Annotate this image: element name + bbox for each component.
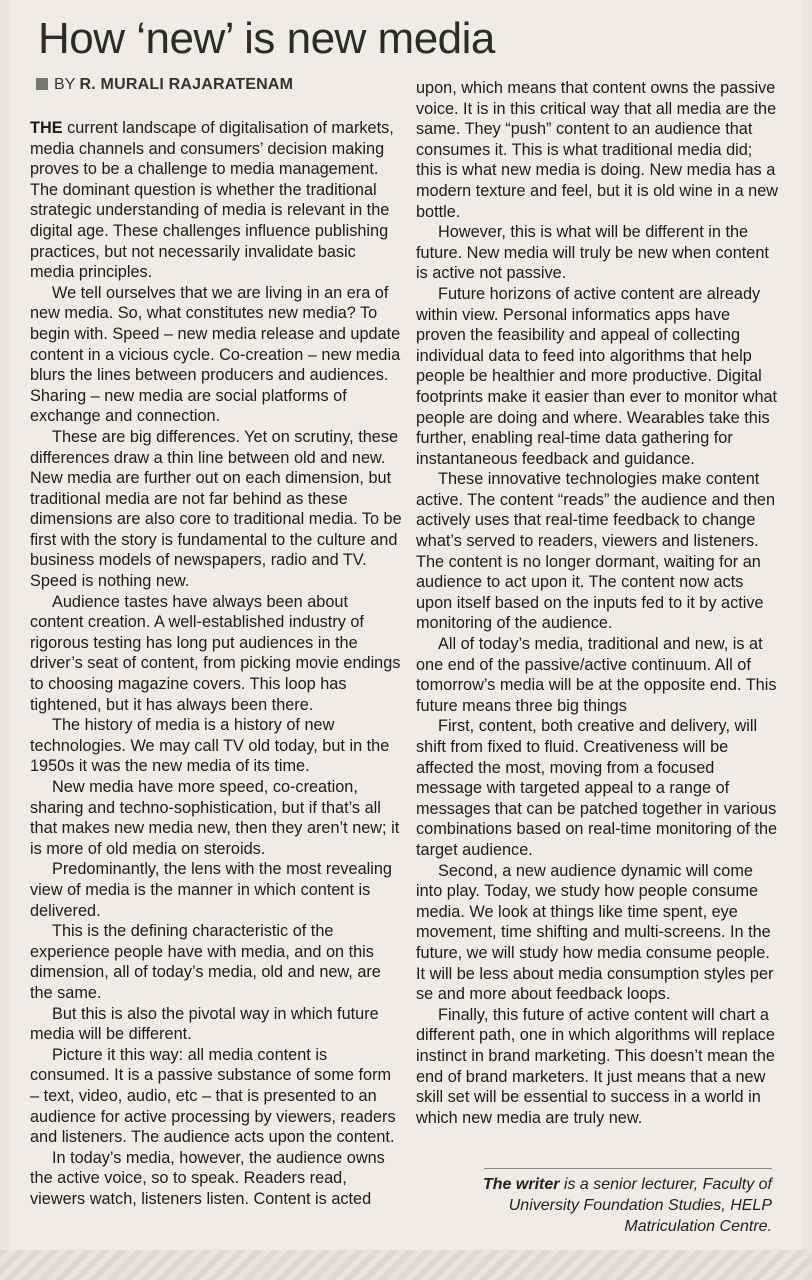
paragraph: This is the defining characteristic of the experience people have with media, and on this dimension, all of today’s media, old and new, are the same. bbox=[30, 922, 381, 1002]
headline: How ‘new’ is new media bbox=[38, 14, 495, 63]
paragraph: Finally, this future of active content will chart a different path, one in which algorithms will replace instinct in brand marketing. This doesn’t mean the end of brand marketers. It just means that a new skill set will be essential to success in a world in which new media are truly new. bbox=[416, 1005, 775, 1127]
writer-note bbox=[440, 1174, 772, 1237]
byline-square-icon bbox=[36, 78, 48, 90]
byline-prefix: BY bbox=[54, 76, 76, 93]
paragraph: Future horizons of active content are already within view. Personal informatics apps have proven the feasibility and appeal of collecting individual data to feed into algorithms that help people be healthier and more productive. Digital footprints make it easier than ever to monitor what people are doing and where. Wearables take this further, enabling real-time data gathering for instantaneous feedback and guidance. bbox=[416, 284, 778, 468]
paragraph: These innovative technologies make content active. The content “reads” the audience and then actively uses that real-time feedback to change what’s served to readers, viewers and listeners. The content is no longer dormant, waiting for an audience to act upon it. The content now acts upon itself based on the inputs fed to it by active monitoring of the audience. bbox=[416, 470, 776, 633]
paragraph: These are big differences. Yet on scrutiny, these differences draw a thin line between old and new. New media are further out on each dimension, but traditional media are not far behind as these dimensions are also core to traditional media. To be first with the story is fundamental to the culture and business models of newspapers, radio and TV. Speed is nothing new. bbox=[30, 427, 402, 591]
column-left bbox=[30, 118, 402, 1209]
lead-word: THE bbox=[30, 119, 63, 137]
writer-note-divider bbox=[484, 1168, 772, 1169]
paragraph: First, content, both creative and delivery, will shift from fixed to fluid. Creativeness will be affected the most, moving from a focused message with targeted appeal to a range of messages that can be patched together in various combinations based on real-time monitoring of the target audience. bbox=[416, 717, 778, 859]
paragraph: All of today’s media, traditional and new, is at one end of the passive/active continuum. All of tomorrow’s media will be at the opposite end. This future means three big things bbox=[416, 635, 777, 715]
paragraph: Second, a new audience dynamic will come into play. Today, we study how people consume media. We look at things like time spent, eye movement, time shifting and multi-screens. In the future, we will study how media consume people. It will be less about media consumption styles per se and more about feedback loops. bbox=[416, 861, 774, 1004]
writer-note-text: is a senior lecturer, Faculty of University Foundation Studies, HELP Matriculation Centre. bbox=[508, 1176, 772, 1235]
byline bbox=[36, 76, 293, 94]
paragraph: We tell ourselves that we are living in an era of new media. So, what constitutes new media? To begin with. Speed – new media release and update content in a vicious cycle. Co-creation – new media blurs the lines between producers and audiences. Sharing – new media are social platforms of exchange and connection. bbox=[30, 283, 401, 426]
paragraph: In today’s media, however, the audience owns the active voice, so to speak. Readers read, viewers watch, listeners listen. Content is acted bbox=[30, 1148, 385, 1208]
author-name: R. MURALI RAJARATENAM bbox=[79, 76, 294, 93]
paragraph: upon, which means that content owns the passive voice. It is in this critical way that all media are the same. They “push” content to an audience that consumes it. This is what traditional media did; this is what new media is doing. New media has a modern texture and feel, but it is old wine in a new bottle. bbox=[416, 79, 779, 221]
paragraph: The history of media is a history of new technologies. We may call TV old today, but in the 1950s it was the new media of its time. bbox=[30, 716, 390, 776]
column-right bbox=[416, 78, 780, 1128]
paragraph: Audience tastes have always been about content creation. A well-established industry of rigorous testing has long put audiences in the driver’s seat of content, from picking movie endings to choosing magazine covers. This loop has tightened, but it has always been there. bbox=[30, 592, 401, 714]
writer-note-label: The writer bbox=[483, 1176, 560, 1193]
page-bottom-edge bbox=[0, 1250, 812, 1280]
paragraph: However, this is what will be different in the future. New media will truly be new when content is active not passive. bbox=[416, 223, 769, 283]
paragraph: But this is also the pivotal way in which future media will be different. bbox=[30, 1004, 379, 1044]
paragraph bbox=[30, 118, 402, 283]
paragraph-text: current landscape of digitalisation of markets, media channels and consumers’ decision making proves to be a challenge to media management. The dominant question is whether the traditional strategic understanding of media is relevant in the digital age. These challenges influence publishing practices, but not necessarily invalidate basic media principles. bbox=[30, 119, 394, 282]
paragraph: Predominantly, the lens with the most revealing view of media is the manner in which content is delivered. bbox=[30, 860, 392, 920]
paragraph: New media have more speed, co-creation, sharing and techno-sophistication, but if that’s all that makes new media new, then they aren’t new; it is more of old media on steroids. bbox=[30, 778, 400, 858]
paragraph: Picture it this way: all media content is consumed. It is a passive substance of some form – text, video, audio, etc – that is presented to an audience for active processing by viewers, readers and listeners. The audience acts upon the content. bbox=[30, 1045, 396, 1147]
